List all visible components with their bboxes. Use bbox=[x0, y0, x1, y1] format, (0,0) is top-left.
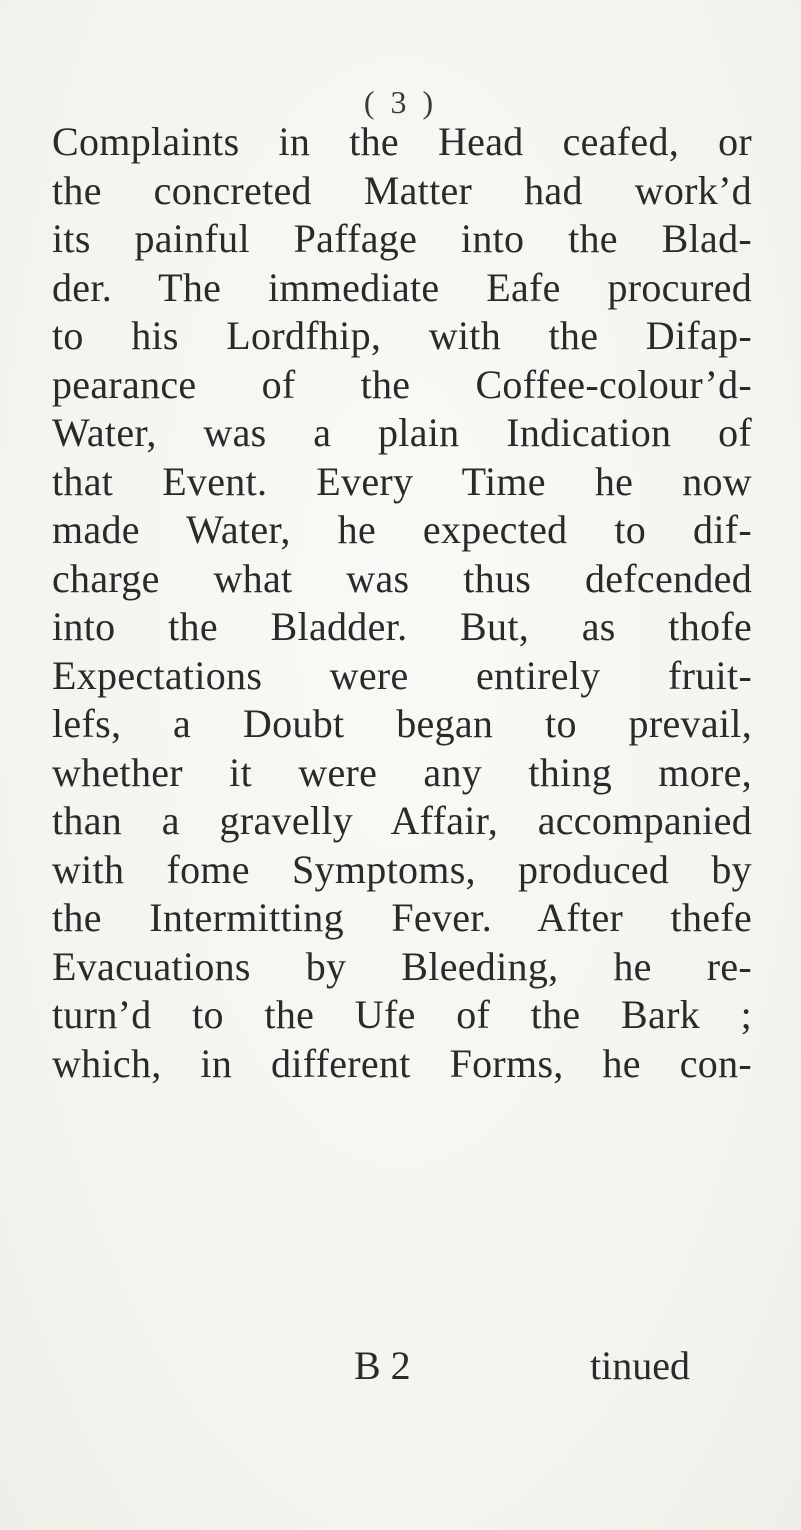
text-line: its painful Paffage into the Blad- bbox=[52, 216, 752, 261]
text-line: Expectations were entirely fruit- bbox=[52, 652, 752, 698]
text-line: Complaints in the Head ceafed, or bbox=[52, 119, 752, 164]
catchword: tinued bbox=[590, 1343, 690, 1388]
text-line: that Event. Every Time he now bbox=[52, 458, 752, 504]
signature-mark: B 2 bbox=[354, 1343, 411, 1388]
text-line: whether it were any thing more, bbox=[52, 749, 752, 795]
body-text bbox=[52, 118, 752, 1088]
text-line: the concreted Matter had work’d bbox=[52, 167, 752, 213]
text-line: charge what was thus defcended bbox=[52, 555, 752, 601]
text-line: which, in different Forms, he con- bbox=[52, 1040, 752, 1086]
text-line: to his Lordfhip, with the Difap- bbox=[52, 313, 752, 358]
catchline bbox=[52, 1342, 752, 1390]
text-line: lefs, a Doubt began to prevail, bbox=[52, 701, 752, 746]
text-line: made Water, he expected to dif- bbox=[52, 507, 752, 552]
text-line: into the Bladder. But, as thofe bbox=[52, 604, 752, 649]
text-line: than a gravelly Affair, accompanied bbox=[52, 798, 752, 843]
page-number: ( 3 ) bbox=[363, 84, 438, 120]
text-line: pearance of the Coffee-colour’d- bbox=[52, 361, 752, 407]
text-line: Evacuations by Bleeding, he re- bbox=[52, 943, 752, 989]
text-line: der. The immediate Eafe procured bbox=[52, 264, 752, 310]
text-line: turn’d to the Ufe of the Bark ; bbox=[52, 992, 752, 1037]
text-line: Water, was a plain Indication of bbox=[52, 410, 752, 455]
text-line: the Intermitting Fever. After thefe bbox=[52, 895, 752, 940]
text-line: with fome Symptoms, produced by bbox=[52, 846, 752, 892]
